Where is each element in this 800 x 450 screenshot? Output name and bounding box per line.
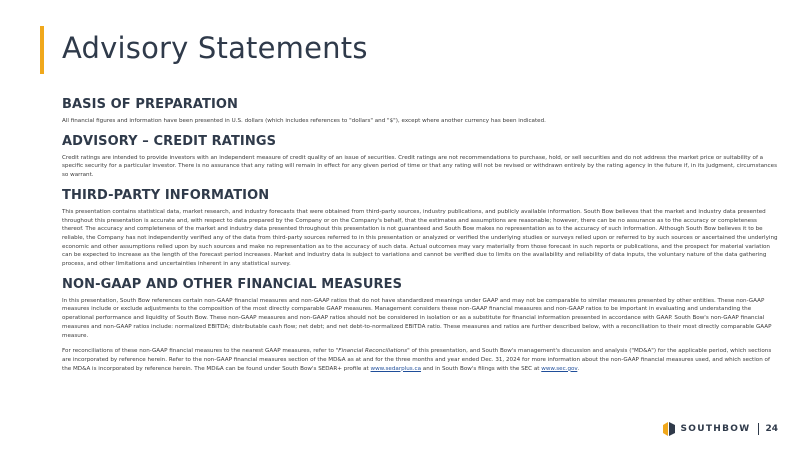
page-title: Advisory Statements	[62, 31, 368, 65]
footer	[662, 422, 778, 436]
south-bow-logo-icon	[662, 422, 676, 436]
paragraph-third-party: This presentation contains statistical data, market research, and industry forecasts that were obtained from third-party sources, industry publications, and publicly available information. South Bow believes that the market and industry data presented throughout this presentation is accurate and, with respect to data prepared by the Company or on the Company's behalf, that the estimates and assumptions are reasonable; however, there can be no assurance as to the accuracy or completeness thereof. The accuracy and completeness of the market and industry data presented throughout this presentation is not guaranteed and South Bow makes no representation as to the accuracy of such information. Although South Bow believes it to be reliable, the Company has not independently verified any of the data from third-party sources referred to in this presentation or analyzed or verified the underlying studies or surveys relied upon or referred to by such sources or ascertained the underlying economic and other assumptions relied upon by such sources and make no representation as to the accuracy of such data. Actual outcomes may vary materially from those forecast in such reports or publications, and the prospect for material variation can be expected to increase as the length of the forecast period increases. Market and industry data is subject to variations and cannot be verified due to limits on the availability and reliability of data inputs, the voluntary nature of the data gathering process, and other limitations and uncertainties inherent in any statistical survey.	[62, 208, 778, 268]
content-area	[62, 97, 780, 381]
sec-link[interactable]: www.sec.gov	[541, 365, 578, 372]
paragraph-non-gaap-1: In this presentation, South Bow references certain non-GAAP financial measures and non-GAAP ratios that do not have standardized meanings under GAAP and may not be comparable to similar measures presented by other entities. These non-GAAP measures include or exclude adjustments to the composition of the most directly comparable GAAP measures. Management considers these non-GAAP financial measures and non-GAAP ratios to be important in evaluating and understanding the operational performance and liquidity of South Bow. These non-GAAP measures and non-GAAP ratios should not be considered in isolation or as a substitute for financial information presented in accordance with GAAP. South Bow's non-GAAP financial measures and non-GAAP ratios include: normalized EBITDA; distributable cash flow; net debt; and net debt-to-normalized EBITDA ratio. These measures and ratios are further described below, with a reconciliation to their most directly comparable GAAP measure.	[62, 297, 772, 339]
paragraph-basis: All financial figures and information have been presented in U.S. dollars (which includes references to "dollars" and "$"), except where another currency has been indicated.	[62, 118, 546, 124]
page-number: 24	[765, 424, 778, 434]
paragraph-non-gaap-2	[62, 347, 780, 373]
brand-name: SOUTHBOW	[680, 424, 751, 434]
italic-reference: Financial Reconciliations	[338, 348, 408, 355]
footer-divider	[758, 423, 759, 435]
text-span: and in South Bow's filings with the SEC at	[421, 365, 542, 372]
text-span: For reconciliations of these non-GAAP financial measures to the nearest GAAP measures, refer to "	[62, 348, 339, 355]
sedarplus-link[interactable]: www.sedarplus.ca	[370, 365, 422, 372]
paragraph-credit-ratings: Credit ratings are intended to provide investors with an independent measure of credit quality of an issue of securities. Credit ratings are not recommendations to purchase, hold, or sell securities and do not address the market price or suitability of a specific security for a particular investor. There is no assurance that any rating will remain in effect for any given period of time or that any rating will not be revised or withdrawn entirely by the rating agency in the future if, in its judgment, circumstances so warrant.	[62, 154, 777, 179]
section-heading-non-gaap: NON-GAAP AND OTHER FINANCIAL MEASURES	[62, 276, 403, 292]
text-span: " of this presentation, and South Bow's management's discussion and analysis ("MD&A") for the applicable period, which sections are incorporated by reference herein. Refer to the non-GAAP financial measures section of the MD&A as at and for the three months and year ended Dec. 31, 2024 for more information about the non-GAAP financial measures used, and which section of the MD&A is incorporated by reference herein. The MD&A can be found under South Bow's SEDAR+ profile at	[62, 348, 772, 372]
section-heading-basis: BASIS OF PREPARATION	[62, 97, 239, 112]
title-accent-bar	[40, 26, 44, 74]
text-span: .	[577, 365, 580, 372]
section-heading-credit-ratings: ADVISORY – CREDIT RATINGS	[62, 133, 277, 149]
section-heading-third-party: THIRD-PARTY INFORMATION	[62, 187, 270, 203]
